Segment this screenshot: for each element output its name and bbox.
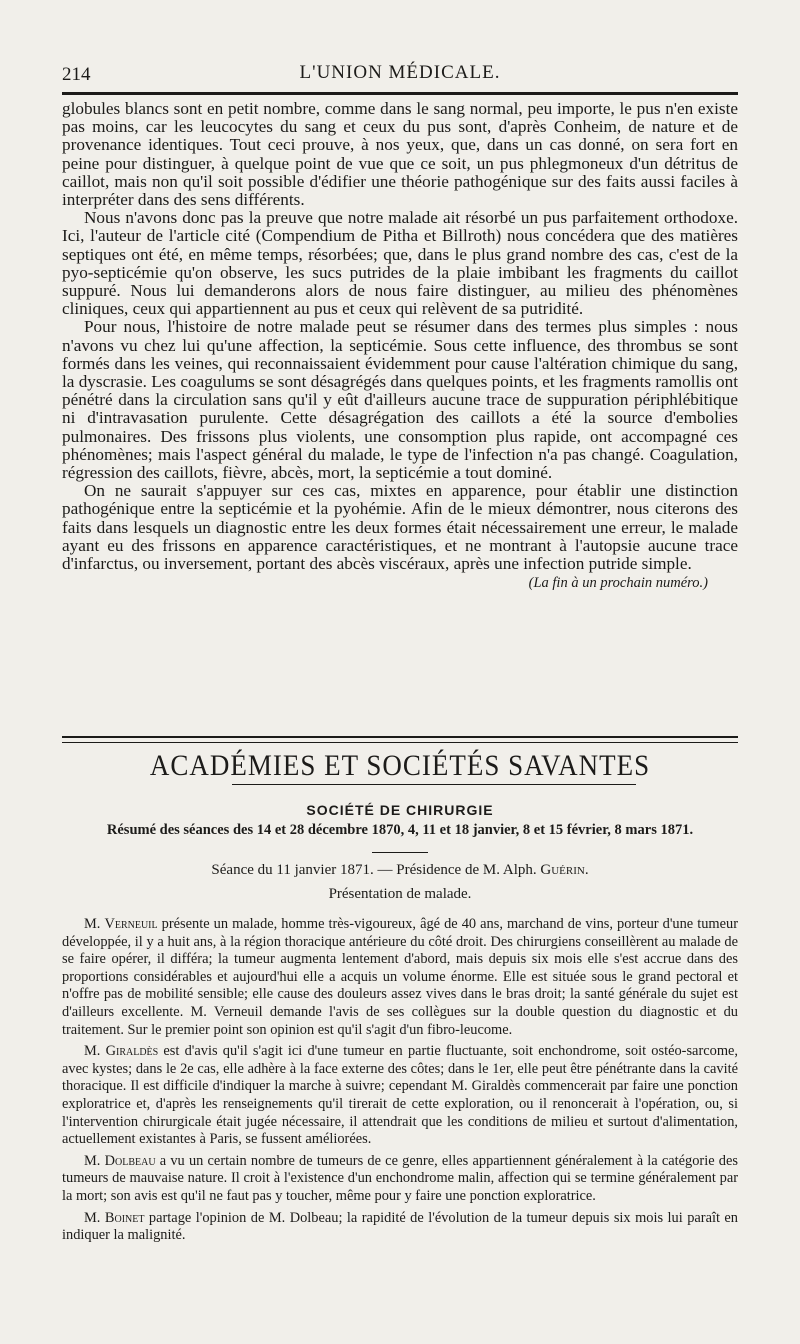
speaker-text: partage l'opinion de M. Dolbeau; la rapidité de l'évolution de la tumeur depuis six mois lui paraît en indiquer la malignité.: [62, 1209, 739, 1244]
sessions-summary: Résumé des séances des 14 et 28 décembre 1870, 4, 11 et 18 janvier, 8 et 15 février, 8 mars 1871.: [106, 822, 694, 838]
section-divider: [62, 736, 738, 743]
speaker-text: a vu un certain nombre de tumeurs de ce genre, elles appartiennent généralement à la catégorie des tumeurs de mauvaise nature. Il croit à l'existence d'un enchondrome malin, affection qui se termine généralement par la mort; son avis est qu'il ne faut pas y toucher, même pour y faire une ponction exploratrice.: [62, 1152, 738, 1204]
continuation-note: (La fin à un prochain numéro.): [528, 575, 708, 592]
speaker-prefix: M.: [84, 1209, 105, 1226]
presentation-heading: Présentation de malade.: [328, 886, 472, 902]
speaker-text: présente un malade, homme très-vigoureux, âgé de 40 ans, marchand de vins, porteur d'une tumeur développée, il y a huit ans, à la région thoracique antérieure du côté droit. Des chirurgiens conseillèrent au malade de se faire opérer, il différa; la tumeur augmenta lentement d'abord, mais depuis six mois elle s'est accrue dans des proportions considérables et aujourd'hui elle a acquis un volume énorme. Elle est située sous le grand pectoral et n'offre pas de mobilité sensible; elle cause des douleurs assez vives dans le bras droit; la santé générale du sujet est d'ailleurs excellente. M. Verneuil demande l'avis de ses collègues sur la double question du diagnostic et du traitement. Sur le premier point son opinion est qu'il s'agit d'un fibro-leucome.: [62, 916, 738, 1038]
speaker-prefix: M.: [84, 1152, 105, 1169]
proceedings-body: [62, 916, 738, 1249]
section-title: ACADÉMIES ET SOCIÉTÉS SAVANTES: [149, 748, 651, 782]
proceedings-paragraph: [62, 1210, 738, 1245]
article-paragraph: On ne saurait s'appuyer sur ces cas, mixtes en apparence, pour établir une distinction pathogénique entre la septicémie et la pyohémie. Afin de le mieux démontrer, nous citerons des faits dans lesquels un diagnostic entre les deux formes était nécessairement une erreur, le malade ayant eu des frissons en apparence caractéristiques, et ne montrant à l'autopsie aucune trace d'infarctus, ou inversement, portant des abcès viscéraux, après une infection putride simple.: [62, 481, 738, 574]
session-line-text: Séance du 11 janvier 1871. — Présidence de M. Alph.: [211, 862, 541, 878]
speaker-prefix: M.: [84, 1043, 106, 1060]
session-line-end: .: [584, 862, 589, 878]
session-line: [62, 862, 738, 879]
article-paragraph: globules blancs sont en petit nombre, comme dans le sang normal, peu importe, le pus n'en existe pas moins, car les leucocytes du sang et ceux du pus sont, d'après Conheim, de nature et de provenance identiques. Tout ceci prouve, à nos yeux, que, dans un cas donné, on sera fort en peine pour distinguer, à quelque point de vue que ce soit, un pus phlegmoneux d'un détritus de caillot, mais non qu'il soit possible d'édifier une théorie pathogénique sur des faits aussi faciles à interpréter dans des sens différents.: [62, 99, 738, 210]
speaker-name: Dolbeau: [104, 1152, 156, 1169]
proceedings-paragraph: [62, 916, 738, 1039]
small-divider: [372, 852, 428, 853]
speaker-name: Giraldès: [105, 1043, 159, 1060]
session-president: Guérin: [540, 862, 585, 878]
article-paragraph: Nous n'avons donc pas la preuve que notre malade ait résorbé un pus parfaitement orthodoxe. Ici, l'auteur de l'article cité (Compendium de Pitha et Billroth) nous concédera que des matières septiques ont été, en même temps, résorbées; que, dans le plus grand nombre des cas, c'est de la pyo-septicémie qu'on observe, les sucs putrides de la plaie imbibant les fragments du caillot suppuré. Nous lui demanderons alors de nous faire distinguer, au milieu des phénomènes cliniques, ceux qui appartiennent au pus et ceux qui relèvent de sa putridité.: [62, 208, 738, 319]
section-title-rule: [232, 784, 636, 785]
speaker-prefix: M.: [84, 916, 105, 932]
page-number: 214: [62, 64, 91, 85]
proceedings-paragraph: [62, 1043, 738, 1149]
society-heading: SOCIÉTÉ DE CHIRURGIE: [306, 802, 494, 818]
running-title: L'UNION MÉDICALE.: [299, 62, 501, 83]
proceedings-paragraph: [62, 1153, 738, 1206]
article-paragraph: Pour nous, l'histoire de notre malade peut se résumer dans des termes plus simples : nous n'avons vu chez lui qu'une affection, la septicémie. Sous cette influence, des thrombus se sont formés dans les veines, qui reconnaissaient évidemment pour cause l'altération chimique du sang, la dyscrasie. Les coagulums se sont désagrégés dans quelques points, et les fragments ramollis ont pénétré dans la circulation sans qu'il y eût d'ailleurs aucune trace de suppuration périphlébitique ni d'intravasation purulente. Cette désagrégation des caillots a été la source d'embolies pulmonaires. Des frissons plus violents, une consomption plus rapide, ont accompagné ces phénomènes; mais l'aspect général du malade, le type de l'infection n'a pas changé. Coagulation, régression des caillots, fièvre, abcès, mort, la septicémie a tout dominé.: [62, 317, 738, 483]
speaker-name: Verneuil: [104, 916, 158, 932]
header-rule: [62, 92, 738, 95]
article-body: [62, 100, 738, 592]
speaker-text: est d'avis qu'il s'agit ici d'une tumeur en partie fluctuante, soit enchondrome, soit ostéo-sarcome, avec kystes; dans le 2e cas, elle adhère à la face externe des côtes; dans le 1er, elle peut être pénétrante dans la cavité thoracique. Il est difficile d'indiquer la marche à suivre; cependant M. Giraldès commencerait par faire une ponction exploratrice et, d'après les renseignements qu'il tirerait de cette exploration, ou il renoncerait à l'opération, ou, si l'intervention chirurgicale était jugée nécessaire, il attendrait que les conditions de milieu et surtout d'alimentation, actuellement existantes à Paris, se fussent améliorées.: [62, 1043, 738, 1148]
page-header: [62, 60, 738, 88]
speaker-name: Boinet: [104, 1209, 145, 1226]
